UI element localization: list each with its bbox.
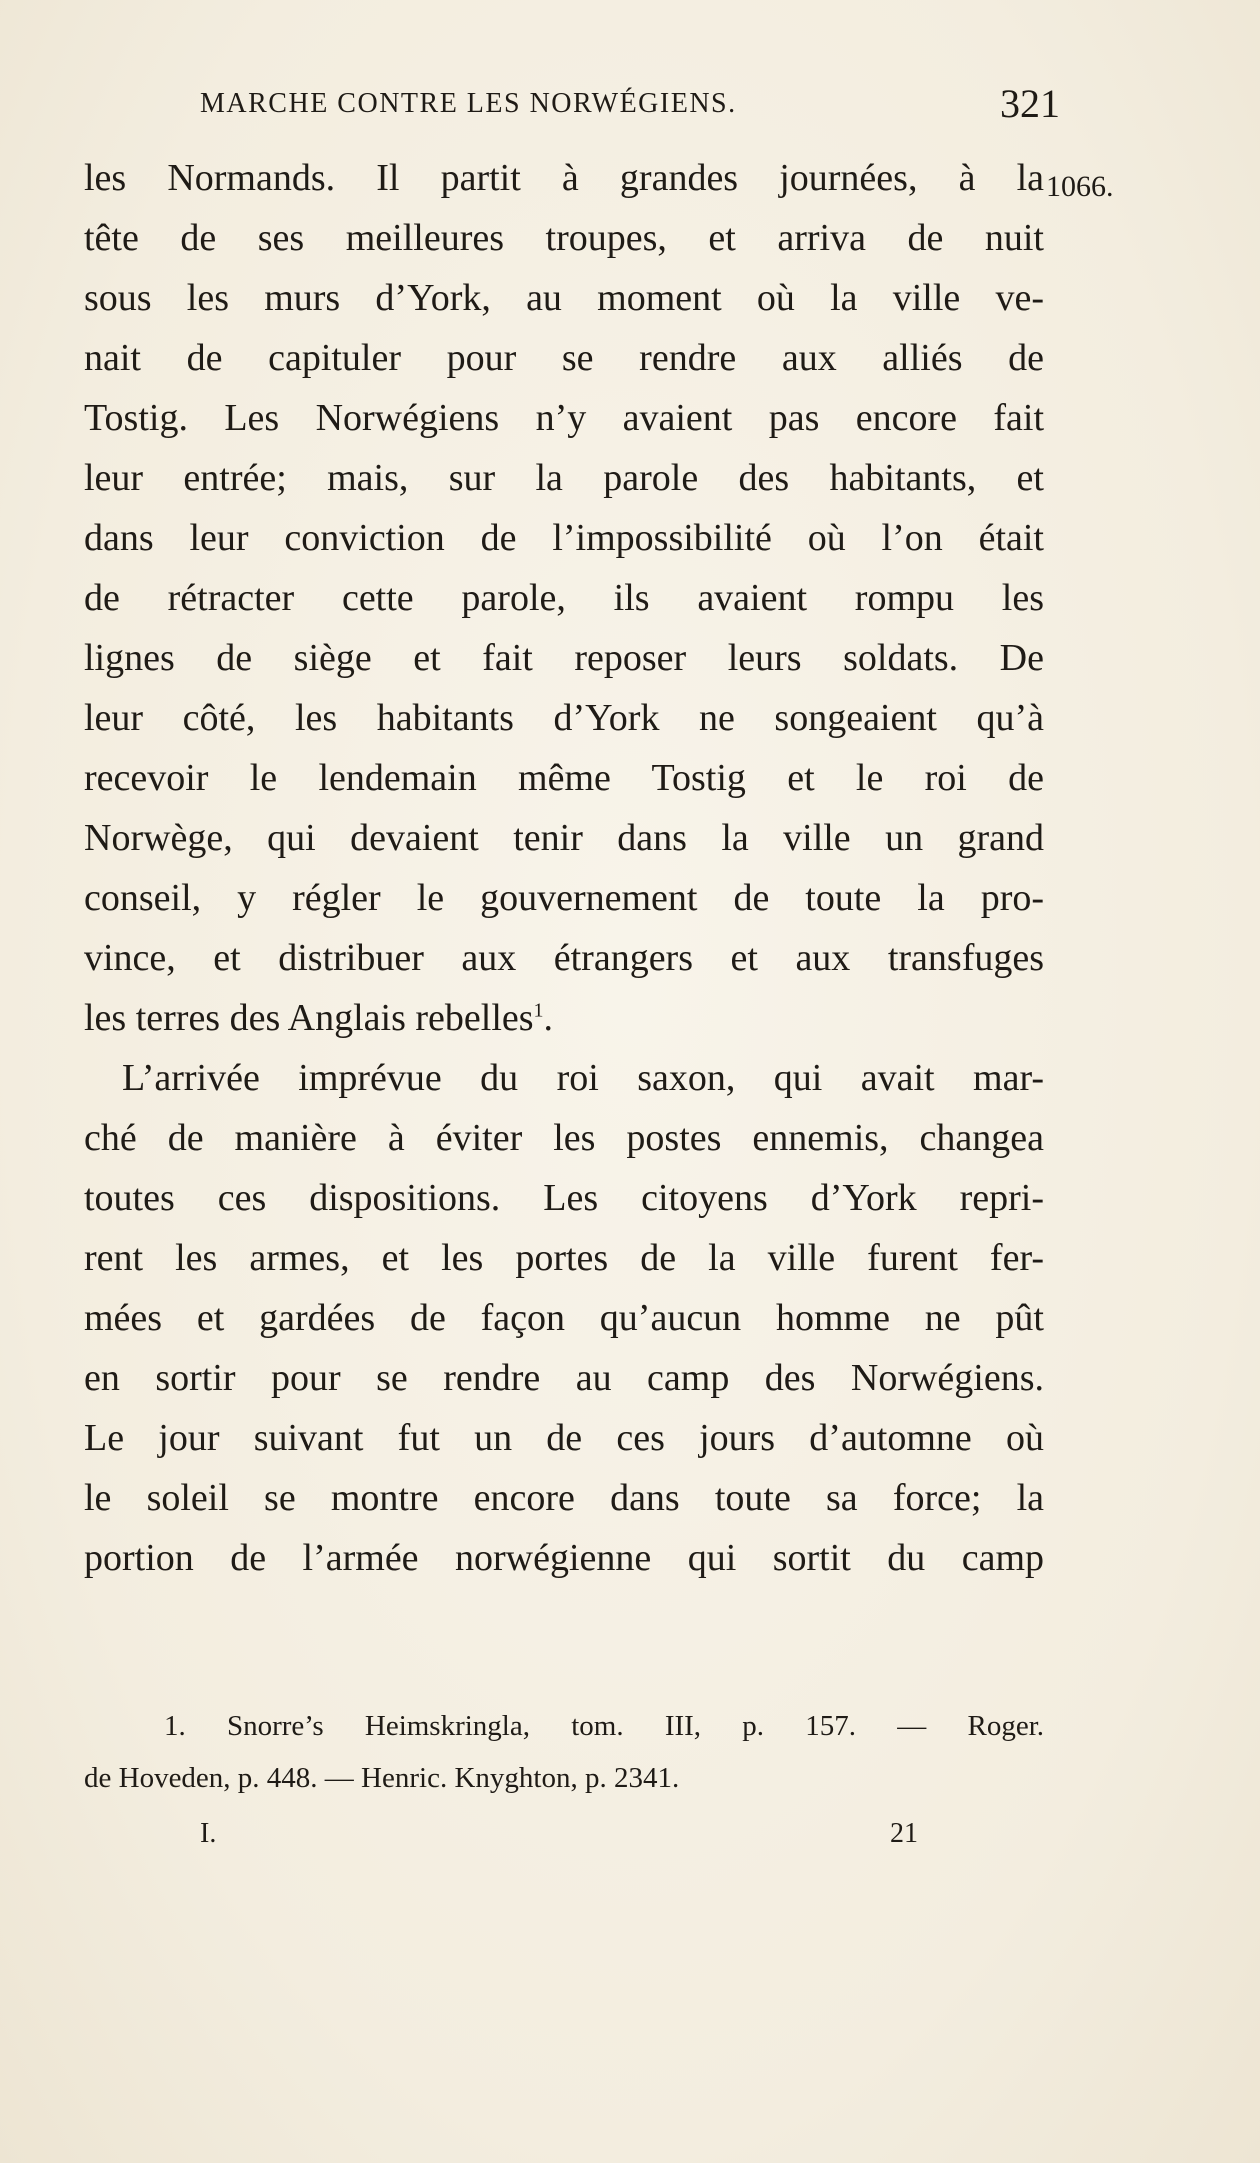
footnote-line: de Hoveden, p. 448. — Henric. Knyghton, p. 2341. [84, 1762, 680, 1794]
text-line: portion de l’armée norwégienne qui sortit du camp [84, 1537, 1044, 1579]
text-line: rent les armes, et les portes de la ville furent fer- [84, 1237, 1044, 1279]
text-line: les Normands. Il partit à grandes journées, à la [84, 157, 1044, 199]
margin-year-note: 1066. [1046, 170, 1114, 203]
text-line: mées et gardées de façon qu’aucun homme ne pût [84, 1297, 1044, 1339]
text-line: dans leur conviction de l’impossibilité où l’on était [84, 517, 1044, 559]
running-head [200, 81, 1060, 128]
text-line: Tostig. Les Norwégiens n’y avaient pas encore fait [84, 397, 1044, 439]
paragraph-end-line [84, 988, 1044, 1048]
text-line: Le jour suivant fut un de ces jours d’automne où [84, 1417, 1044, 1459]
text-line: vince, et distribuer aux étrangers et aux transfuges [84, 937, 1044, 979]
text-line: leur entrée; mais, sur la parole des habitants, et [84, 457, 1044, 499]
text-line: de rétracter cette parole, ils avaient rompu les [84, 577, 1044, 619]
running-title: MARCHE CONTRE LES NORWÉGIENS. [200, 88, 737, 119]
footnote-reference: 1 [533, 999, 544, 1022]
line-end-period: . [543, 997, 554, 1039]
text-line: leur côté, les habitants d’York ne songeaient qu’à [84, 697, 1044, 739]
text-line: lignes de siège et fait reposer leurs soldats. De [84, 637, 1044, 679]
text-line: les terres des Anglais rebelles [84, 997, 534, 1039]
text-line: recevoir le lendemain même Tostig et le roi de [84, 757, 1044, 799]
footnote-line: 1. Snorre’s Heimskringla, tom. III, p. 157. — Roger. [164, 1710, 1044, 1742]
body-text [84, 148, 1044, 1588]
text-line: ché de manière à éviter les postes ennemis, changea [84, 1117, 1044, 1159]
signature-number: 21 [890, 1818, 918, 1849]
text-line: en sortir pour se rendre au camp des Norwégiens. [84, 1357, 1044, 1399]
text-line: conseil, y régler le gouvernement de toute la pro- [84, 877, 1044, 919]
footnotes [84, 1700, 1044, 1804]
signature-mark: I. [200, 1818, 217, 1849]
text-line: Norwège, qui devaient tenir dans la ville un grand [84, 817, 1044, 859]
text-line: nait de capituler pour se rendre aux alliés de [84, 337, 1044, 379]
text-line: tête de ses meilleures troupes, et arriva de nuit [84, 217, 1044, 259]
text-line: toutes ces dispositions. Les citoyens d’York repri- [84, 1177, 1044, 1219]
paragraph-start-line: L’arrivée imprévue du roi saxon, qui avait mar- [122, 1057, 1044, 1099]
text-line: sous les murs d’York, au moment où la ville ve- [84, 277, 1044, 319]
page-number: 321 [1000, 81, 1060, 126]
text-line: le soleil se montre encore dans toute sa force; la [84, 1477, 1044, 1519]
